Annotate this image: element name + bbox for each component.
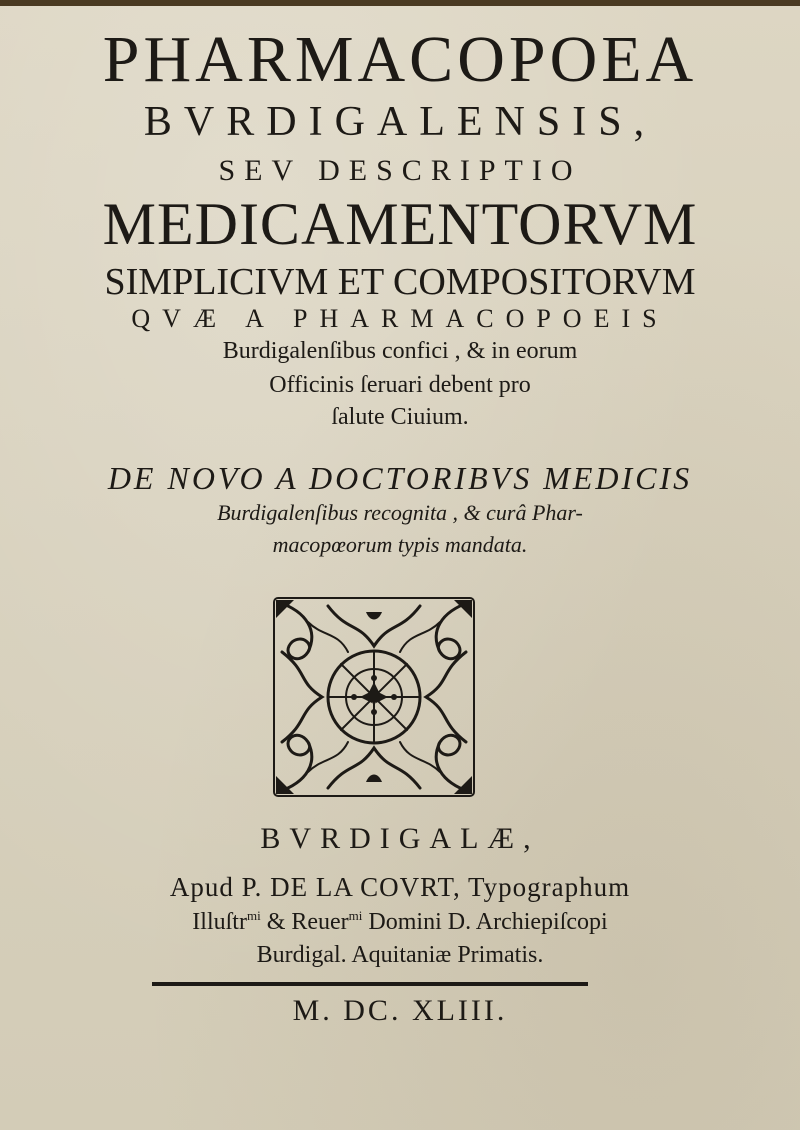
patron-text-a: Illuſtr bbox=[192, 909, 247, 935]
patron-text-c: Domini D. Archiepiſcopi bbox=[362, 909, 608, 935]
title-line-6: QVÆ A PHARMACOPOEIS bbox=[131, 304, 669, 333]
subtitle-line-3: macopœorum typis mandata. bbox=[272, 532, 528, 557]
page-top-edge bbox=[0, 0, 800, 6]
title-line-2: BVRDIGALENSIS, bbox=[143, 99, 657, 145]
horizontal-rule bbox=[152, 982, 588, 986]
imprint-printer: Apud P. DE LA COVRT, Typographum bbox=[169, 872, 631, 902]
title-line-8: Officinis ſeruari debent pro bbox=[269, 372, 531, 398]
imprint-year: M. DC. XLIII. bbox=[292, 994, 508, 1027]
patron-superscript-1: mi bbox=[246, 908, 261, 923]
imprint-see: Burdigal. Aquitaniæ Primatis. bbox=[256, 942, 544, 968]
title-line-5: SIMPLICIVM ET COMPOSITORVM bbox=[104, 261, 696, 303]
subtitle-line-1: DE NOVO A DOCTORIBVS MEDICIS bbox=[107, 460, 693, 496]
imprint-patron bbox=[0, 908, 800, 936]
patron-text-b: & Reuer bbox=[260, 909, 349, 935]
floral-woodcut-ornament-icon bbox=[268, 592, 480, 802]
subtitle-line-2: Burdigalenſibus recognita , & curâ Phar- bbox=[217, 500, 583, 525]
title-line-9: ſalute Ciuium. bbox=[331, 404, 469, 430]
patron-superscript-2: mi bbox=[348, 908, 363, 923]
title-line-3: SEV DESCRIPTIO bbox=[218, 154, 582, 187]
title-line-4: MEDICAMENTORVM bbox=[102, 191, 698, 257]
imprint-city: BVRDIGALÆ, bbox=[260, 822, 540, 855]
title-line-7: Burdigalenſibus confici , & in eorum bbox=[222, 338, 578, 364]
title-line-1: PHARMACOPOEA bbox=[102, 23, 698, 96]
